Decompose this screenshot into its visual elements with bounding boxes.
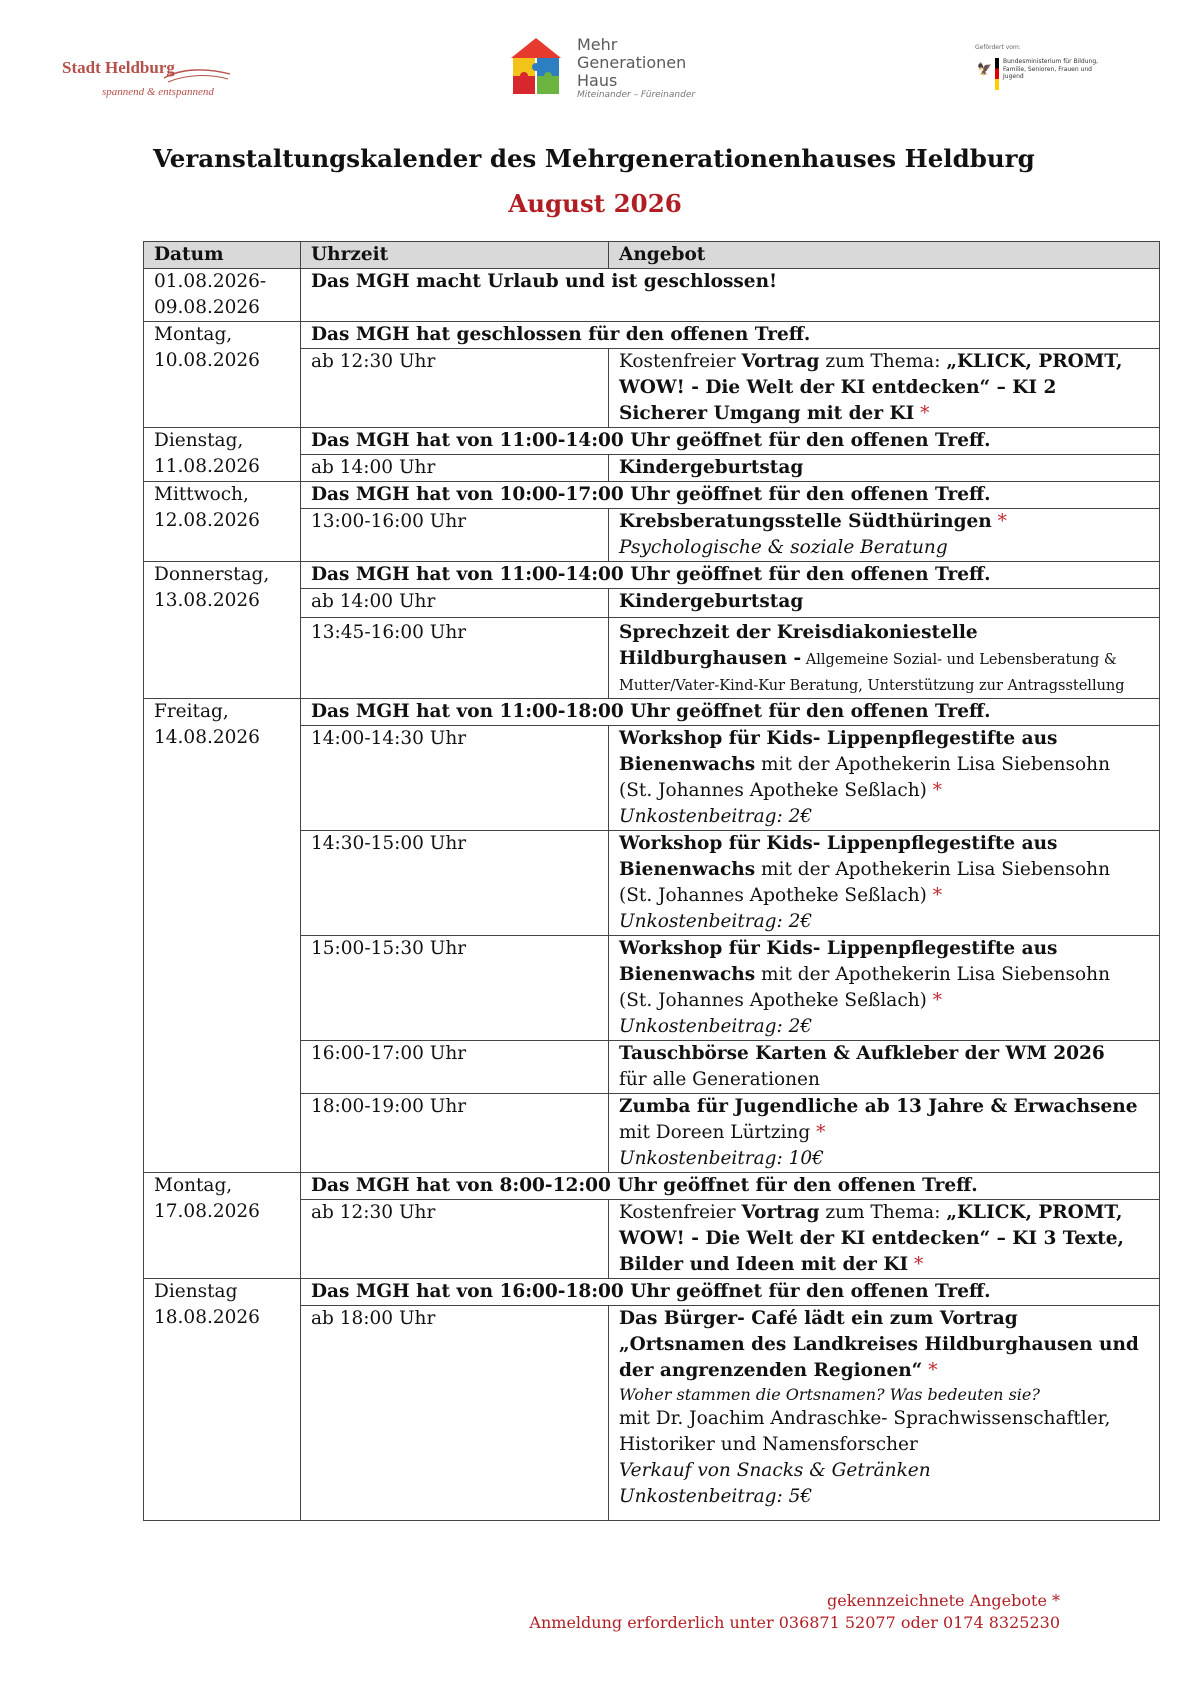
ministry-logo — [975, 44, 1105, 110]
registration-footer — [529, 1590, 1060, 1634]
offer-cell — [609, 618, 1160, 699]
month-title: August 2026 — [508, 189, 682, 218]
footer-registration-phone: Anmeldung erforderlich unter 036871 52077 oder 0174 8325230 — [529, 1613, 1060, 1632]
time-cell: 16:00-17:00 Uhr — [301, 1041, 609, 1094]
date: 14.08.2026 — [154, 727, 260, 748]
time-cell: 13:00-16:00 Uhr — [301, 509, 609, 562]
ministry-name: Bundesministerium für Bildung, Familie, Senioren, Frauen und Jugend — [1003, 58, 1099, 80]
offer-subtitle: Psychologische & soziale Beratung — [619, 537, 948, 558]
offer-text: Kostenfreier — [619, 1202, 742, 1223]
registration-star: * — [810, 1122, 826, 1143]
date-cell — [144, 1279, 301, 1521]
registration-star: * — [926, 780, 942, 801]
date: 18.08.2026 — [154, 1307, 260, 1328]
column-header-offer: Angebot — [609, 242, 1160, 269]
notice-cell: Das MGH hat von 8:00-12:00 Uhr geöffnet für den offenen Treff. — [301, 1173, 1160, 1200]
offer-title: Workshop für Kids- Lippenpflegestifte aus Bienenwachs — [619, 833, 1058, 880]
date-cell — [144, 269, 301, 322]
offer-fee: Unkostenbeitrag: 2€ — [619, 1016, 813, 1037]
weekday: Dienstag — [154, 1281, 238, 1302]
time-cell: 15:00-15:30 Uhr — [301, 936, 609, 1041]
offer-cell — [609, 1041, 1160, 1094]
offer-text: Kostenfreier — [619, 351, 742, 372]
date-cell — [144, 322, 301, 428]
weekday: Mittwoch, — [154, 484, 249, 505]
date-cell — [144, 428, 301, 482]
offer-text: mit der Apothekerin Lisa Siebensohn (St. Johannes Apotheke Seßlach) — [619, 859, 1110, 906]
offer-question: Woher stammen die Ortsnamen? Was bedeuten sie? — [619, 1385, 1040, 1404]
offer-text: mit Doreen Lürtzing — [619, 1122, 811, 1143]
table-row — [144, 699, 1160, 726]
offer-cell — [609, 349, 1160, 428]
registration-star: * — [991, 511, 1007, 532]
notice-cell: Das MGH hat geschlossen für den offenen Treff. — [301, 322, 1160, 349]
offer-title: Vortrag — [741, 1202, 820, 1223]
offer-title: Das Bürger- Café lädt ein zum Vortrag „Ortsnamen des Landkreises Hildburghausen und der angrenzenden Regionen“ — [619, 1308, 1139, 1381]
offer-cell — [609, 726, 1160, 831]
offer-cell — [609, 1200, 1160, 1279]
time-cell: ab 12:30 Uhr — [301, 349, 609, 428]
notice-cell: Das MGH hat von 11:00-18:00 Uhr geöffnet für den offenen Treff. — [301, 699, 1160, 726]
offer-text: Allgemeine Sozial- und Lebensberatung & Mutter/Vater-Kind-Kur Beratung, Unterstützung zur Antragsstellung — [619, 652, 1125, 694]
table-row — [144, 562, 1160, 589]
weekday: Montag, — [154, 1175, 233, 1196]
weekday: Dienstag, — [154, 430, 244, 451]
table-row — [144, 1173, 1160, 1200]
offer-title: Zumba für Jugendliche ab 13 Jahre & Erwachsene — [619, 1096, 1138, 1117]
eagle-icon: 🦅 — [977, 62, 992, 76]
time-cell: 14:30-15:00 Uhr — [301, 831, 609, 936]
date-range: 01.08.2026-09.08.2026 — [154, 271, 267, 318]
offer-cell: Kindergeburtstag — [609, 589, 1160, 618]
offer-title: Workshop für Kids- Lippenpflegestifte aus Bienenwachs — [619, 938, 1058, 985]
time-cell: 14:00-14:30 Uhr — [301, 726, 609, 831]
registration-star: * — [926, 885, 942, 906]
house-puzzle-icon — [507, 36, 565, 96]
offer-text: mit der Apothekerin Lisa Siebensohn (St. Johannes Apotheke Seßlach) — [619, 964, 1110, 1011]
table-row — [144, 482, 1160, 509]
offer-title: Workshop für Kids- Lippenpflegestifte aus Bienenwachs — [619, 728, 1058, 775]
offer-title: Sprechzeit der Kreisdiakoniestelle Hildburghausen - — [619, 622, 978, 669]
page-title: Veranstaltungskalender des Mehrgenerationenhauses Heldburg — [153, 144, 1035, 173]
date: 12.08.2026 — [154, 510, 260, 531]
offer-fee: Unkostenbeitrag: 10€ — [619, 1148, 824, 1169]
time-cell: ab 14:00 Uhr — [301, 589, 609, 618]
offer-cell — [609, 1306, 1160, 1521]
mgh-logo-line1: Mehr — [577, 35, 618, 54]
offer-title: Tauschbörse Karten & Aufkleber der WM 2026 — [619, 1043, 1105, 1064]
event-calendar-table — [143, 241, 1160, 1521]
registration-star: * — [922, 1360, 938, 1381]
date-cell — [144, 699, 301, 1173]
offer-cell — [609, 509, 1160, 562]
date: 17.08.2026 — [154, 1201, 260, 1222]
date: 13.08.2026 — [154, 590, 260, 611]
time-cell: ab 18:00 Uhr — [301, 1306, 609, 1521]
offer-speaker: mit Dr. Joachim Andraschke- Sprachwissenschaftler, Historiker und Namensforscher — [619, 1408, 1111, 1455]
offer-cell: Kindergeburtstag — [609, 455, 1160, 482]
mgh-logo-line2: Generationen — [577, 53, 687, 72]
table-row — [144, 428, 1160, 455]
offer-note: Verkauf von Snacks & Getränken — [619, 1460, 931, 1481]
german-flag-icon — [995, 58, 999, 90]
stadt-heldburg-name: Stadt Heldburg — [62, 58, 175, 77]
offer-cell — [609, 936, 1160, 1041]
swoosh-icon — [162, 66, 232, 86]
offer-cell — [609, 1094, 1160, 1173]
offer-text: zum Thema: — [819, 1202, 947, 1223]
offer-title: Krebsberatungsstelle Südthüringen — [619, 511, 992, 532]
table-row — [144, 269, 1160, 322]
notice-cell: Das MGH hat von 10:00-17:00 Uhr geöffnet für den offenen Treff. — [301, 482, 1160, 509]
mgh-logo-tagline: Miteinander – Füreinander — [577, 90, 696, 100]
offer-text: zum Thema: — [819, 351, 947, 372]
footer-marked-offers: gekennzeichnete Angebote * — [827, 1591, 1060, 1610]
notice-cell: Das MGH macht Urlaub und ist geschlossen! — [301, 269, 1160, 322]
mgh-logo-line3: Haus — [577, 71, 618, 90]
offer-text: für alle Generationen — [619, 1069, 820, 1090]
time-cell: 13:45-16:00 Uhr — [301, 618, 609, 699]
date-cell — [144, 1173, 301, 1279]
date: 11.08.2026 — [154, 456, 260, 477]
notice-cell: Das MGH hat von 11:00-14:00 Uhr geöffnet für den offenen Treff. — [301, 562, 1160, 589]
offer-text: mit der Apothekerin Lisa Siebensohn (St. Johannes Apotheke Seßlach) — [619, 754, 1110, 801]
date-cell — [144, 482, 301, 562]
offer-title: „KLICK, PROMT, WOW! - Die Welt der KI entdecken“ – KI 2 Sicherer Umgang mit der KI — [619, 351, 1123, 424]
offer-fee: Unkostenbeitrag: 2€ — [619, 911, 813, 932]
ministry-gefoerdert: Gefördert vom: — [975, 44, 1021, 51]
mgh-logo — [507, 36, 697, 106]
registration-star: * — [914, 403, 930, 424]
offer-fee: Unkostenbeitrag: 2€ — [619, 806, 813, 827]
time-cell: ab 12:30 Uhr — [301, 1200, 609, 1279]
time-cell: ab 14:00 Uhr — [301, 455, 609, 482]
notice-cell: Das MGH hat von 11:00-14:00 Uhr geöffnet für den offenen Treff. — [301, 428, 1160, 455]
table-header-row — [144, 242, 1160, 269]
offer-fee: Unkostenbeitrag: 5€ — [619, 1486, 813, 1507]
column-header-date: Datum — [144, 242, 301, 269]
offer-title: „KLICK, PROMT, WOW! - Die Welt der KI entdecken“ – KI 3 Texte, Bilder und Ideen mit der KI — [619, 1202, 1124, 1275]
registration-star: * — [908, 1254, 924, 1275]
table-row — [144, 1279, 1160, 1306]
weekday: Freitag, — [154, 701, 229, 722]
stadt-heldburg-tagline: spannend & entspannend — [102, 86, 214, 98]
offer-title: Vortrag — [741, 351, 820, 372]
offer-cell — [609, 831, 1160, 936]
notice-cell: Das MGH hat von 16:00-18:00 Uhr geöffnet für den offenen Treff. — [301, 1279, 1160, 1306]
column-header-time: Uhrzeit — [301, 242, 609, 269]
time-cell: 18:00-19:00 Uhr — [301, 1094, 609, 1173]
weekday: Montag, — [154, 324, 233, 345]
table-row — [144, 322, 1160, 349]
date: 10.08.2026 — [154, 350, 260, 371]
registration-star: * — [926, 990, 942, 1011]
stadt-heldburg-logo — [62, 58, 232, 108]
weekday: Donnerstag, — [154, 564, 270, 585]
date-cell — [144, 562, 301, 699]
